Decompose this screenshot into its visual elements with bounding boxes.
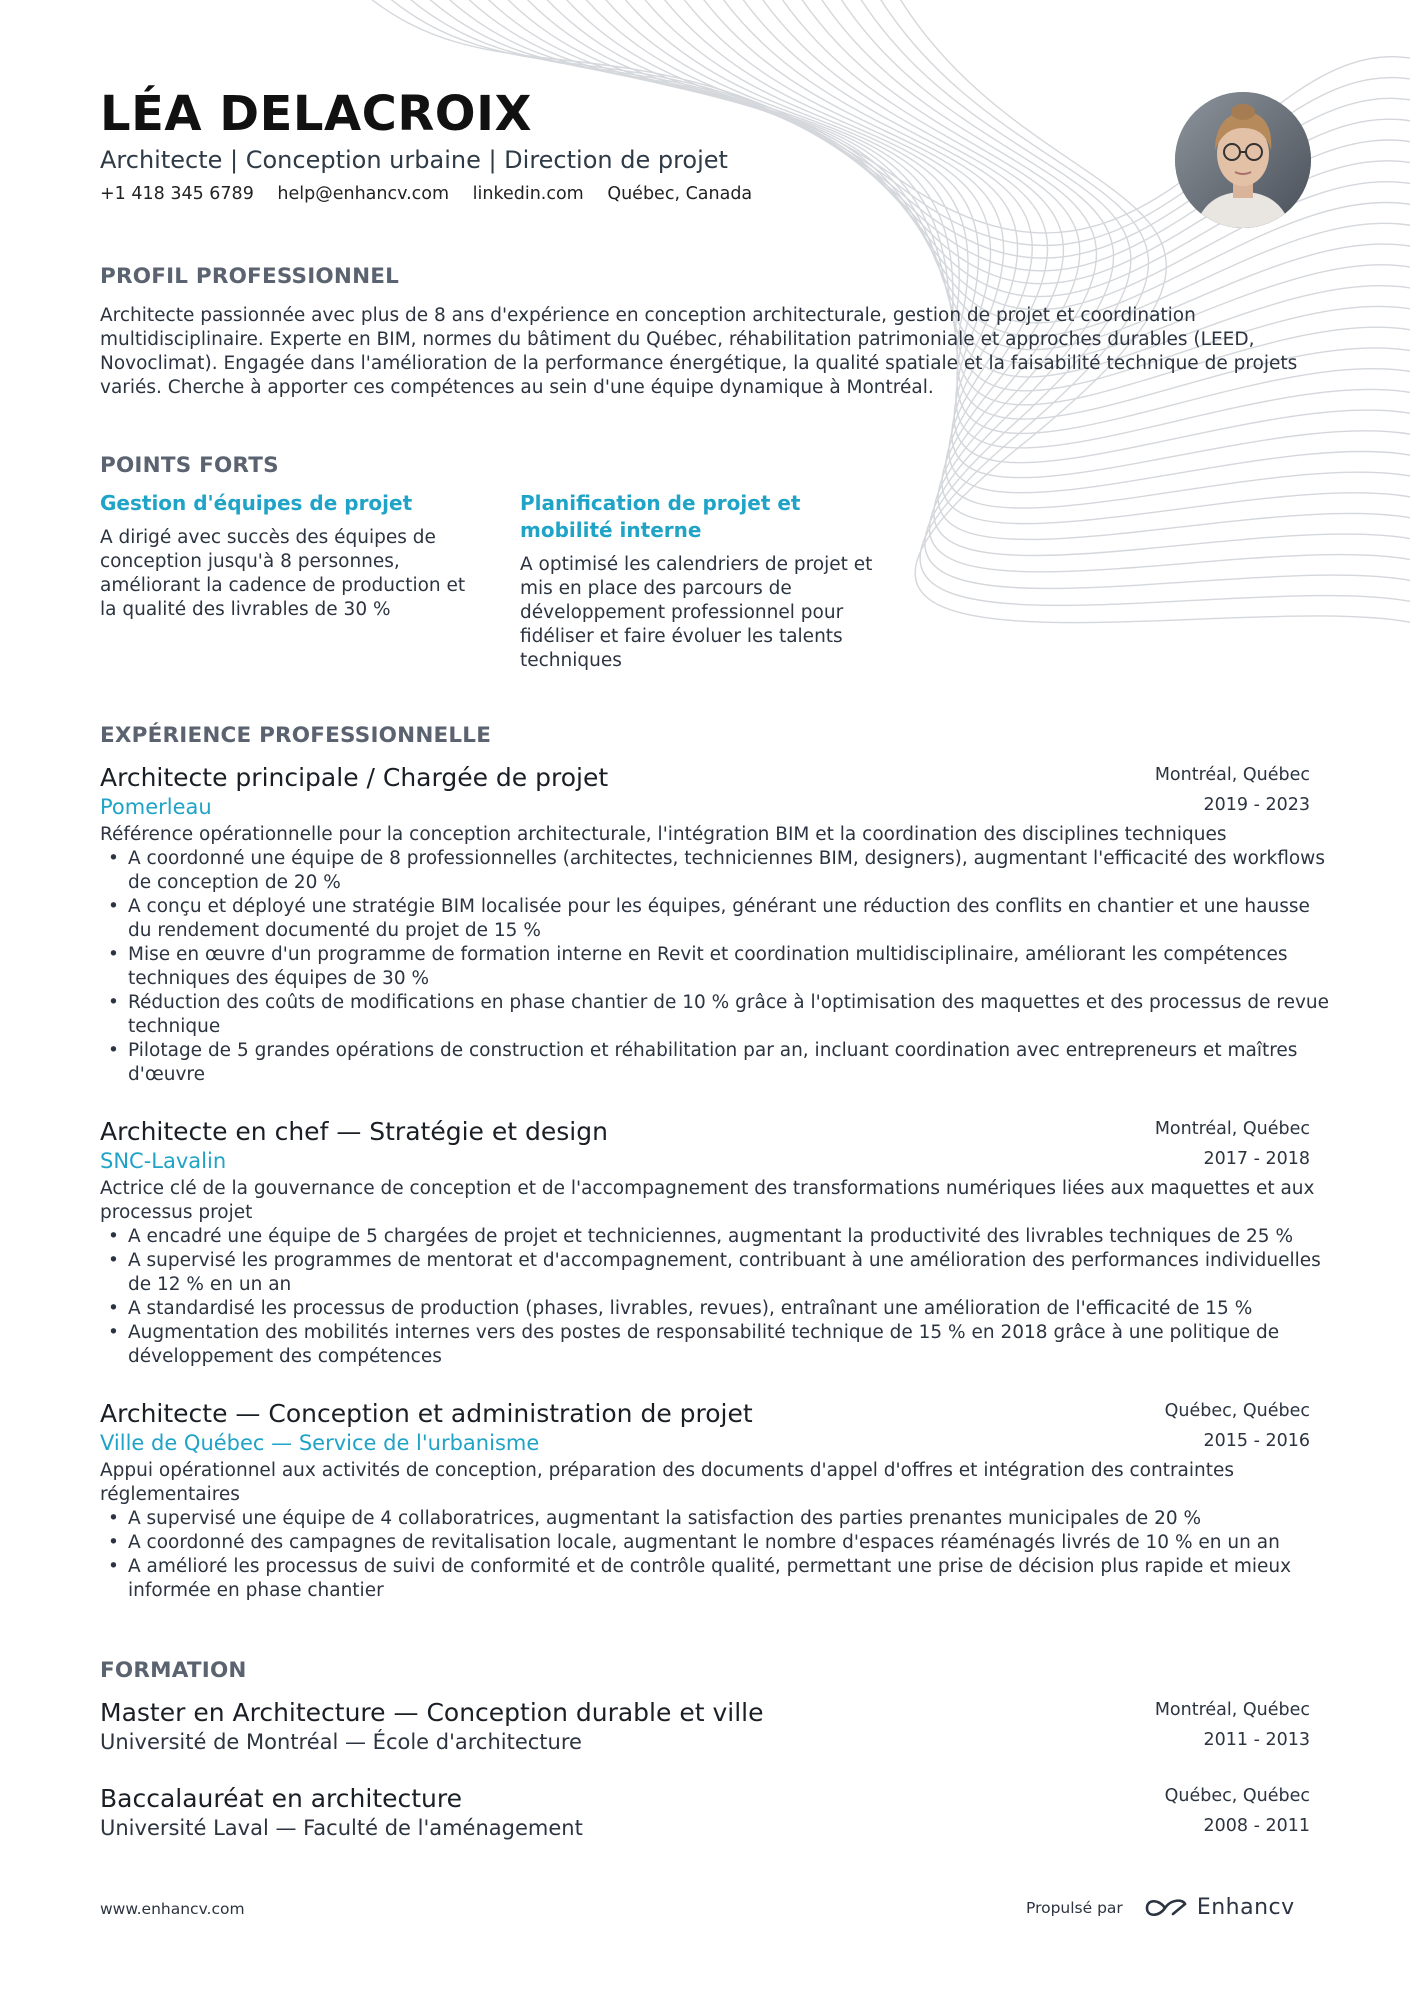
strength-title: Gestion d'équipes de projet — [100, 491, 413, 515]
enhancv-logo-icon — [1143, 1896, 1189, 1920]
phone[interactable]: +1 418 345 6789 — [100, 184, 254, 204]
list-item: • A supervisé les programmes de mentorat et d'accompagnement, contribuant à une amélioration des performances individuelles de 12 % en un an — [100, 1249, 1330, 1297]
list-item: • A coordonné une équipe de 8 professionnelles (architectes, techniciennes BIM, designers), augmentant l'efficacité des workflows de conception de 20 % — [100, 847, 1330, 895]
headline: Architecte | Conception urbaine | Direction de projet — [100, 146, 728, 174]
section-title-experience: EXPÉRIENCE PROFESSIONNELLE — [100, 723, 492, 748]
degree-title: Baccalauréat en architecture — [100, 1784, 463, 1813]
list-item: • A supervisé une équipe de 4 collaboratrices, augmentant la satisfaction des parties prenantes municipales de 20 % — [100, 1507, 1330, 1531]
footer-website[interactable]: www.enhancv.com — [100, 1900, 245, 1918]
school-name: Université de Montréal — École d'architecture — [100, 1730, 582, 1754]
education-location: Québec, Québec — [1164, 1786, 1310, 1806]
location: Québec, Canada — [607, 184, 753, 204]
job-bullets — [100, 1225, 1330, 1369]
list-item: • A coordonné des campagnes de revitalisation locale, augmentant le nombre d'espaces réaménagés livrés de 10 % en un an — [100, 1531, 1330, 1555]
job-title: Architecte — Conception et administration de projet — [100, 1399, 753, 1428]
education-location: Montréal, Québec — [1154, 1700, 1310, 1720]
job-dates: 2015 - 2016 — [1203, 1431, 1310, 1451]
list-item: • A encadré une équipe de 5 chargées de projet et techniciennes, augmentant la productivité des livrables techniques de 25 % — [100, 1225, 1330, 1249]
job-description: Référence opérationnelle pour la conception architecturale, l'intégration BIM et la coordination des disciplines techniques — [100, 824, 1227, 845]
section-title-strengths: POINTS FORTS — [100, 453, 279, 478]
job-location: Montréal, Québec — [1154, 765, 1310, 785]
job-title: Architecte en chef — Stratégie et design — [100, 1117, 608, 1146]
list-item: • A standardisé les processus de production (phases, livrables, revues), entraînant une amélioration de l'efficacité de 15 % — [100, 1297, 1330, 1321]
email[interactable]: help@enhancv.com — [277, 184, 450, 204]
job-company: Ville de Québec — Service de l'urbanisme — [100, 1431, 540, 1455]
job-company: Pomerleau — [100, 795, 212, 819]
contact-line — [100, 184, 770, 204]
job-bullets — [100, 1507, 1330, 1603]
section-title-profile: PROFIL PROFESSIONNEL — [100, 264, 400, 289]
degree-title: Master en Architecture — Conception durable et ville — [100, 1698, 764, 1727]
linkedin-link[interactable]: linkedin.com — [472, 184, 584, 204]
list-item: • Pilotage de 5 grandes opérations de construction et réhabilitation par an, incluant coordination avec entrepreneurs et maîtres d'œuvre — [100, 1039, 1330, 1087]
list-item: • Augmentation des mobilités internes vers des postes de responsabilité technique de 15 % en 2018 grâce à une politique de développement des compétences — [100, 1321, 1330, 1369]
job-bullets — [100, 847, 1330, 1087]
list-item: • A conçu et déployé une stratégie BIM localisée pour les équipes, générant une réduction des conflits en chantier et une hausse du rendement documenté du projet de 15 % — [100, 895, 1330, 943]
candidate-name: LÉA DELACROIX — [100, 86, 532, 142]
profile-summary: Architecte passionnée avec plus de 8 ans d'expérience en conception architecturale, gestion de projet et coordination multidisciplinaire. Experte en BIM, normes du bâtiment du Québec, réhabilitation patrimoniale et approches durables (LEED, Novoclimat). Engagée dans l'amélioration de la performance énergétique, la qualité spatiale et la faisabilité technique de projets variés. Cherche à apporter ces compétences au sein d'une équipe dynamique à Montréal. — [100, 305, 1298, 398]
strength-description: A dirigé avec succès des équipes de conception jusqu'à 8 personnes, améliorant la cadence de production et la qualité des livrables de 30 % — [100, 527, 466, 620]
strength-title: Planification de projet et mobilité interne — [520, 491, 801, 542]
job-description: Appui opérationnel aux activités de conception, préparation des documents d'appel d'offres et intégration des contraintes réglementaires — [100, 1460, 1235, 1505]
job-location: Montréal, Québec — [1154, 1119, 1310, 1139]
job-dates: 2017 - 2018 — [1203, 1149, 1310, 1169]
strength-description: A optimisé les calendriers de projet et mis en place des parcours de développement professionnel pour fidéliser et faire évoluer les talents techniques — [520, 554, 873, 671]
powered-by-label: Propulsé par — [1026, 1898, 1123, 1917]
job-title: Architecte principale / Chargée de projet — [100, 763, 609, 792]
brand-name: Enhancv — [1196, 1895, 1295, 1920]
school-name: Université Laval — Faculté de l'aménagement — [100, 1816, 583, 1840]
footer-branding — [1026, 1895, 1295, 1920]
list-item: • Réduction des coûts de modifications en phase chantier de 10 % grâce à l'optimisation des maquettes et des processus de revue technique — [100, 991, 1330, 1039]
section-title-education: FORMATION — [100, 1658, 247, 1683]
education-dates: 2011 - 2013 — [1203, 1730, 1310, 1750]
job-dates: 2019 - 2023 — [1203, 795, 1310, 815]
profile-photo — [1175, 92, 1311, 228]
job-location: Québec, Québec — [1164, 1401, 1310, 1421]
job-description: Actrice clé de la gouvernance de conception et de l'accompagnement des transformations numériques liées aux maquettes et aux processus projet — [100, 1178, 1315, 1223]
job-company: SNC-Lavalin — [100, 1149, 227, 1173]
list-item: • A amélioré les processus de suivi de conformité et de contrôle qualité, permettant une prise de décision plus rapide et mieux informée en phase chantier — [100, 1555, 1330, 1603]
education-dates: 2008 - 2011 — [1203, 1816, 1310, 1836]
list-item: • Mise en œuvre d'un programme de formation interne en Revit et coordination multidisciplinaire, améliorant les compétences techniques des équipes de 30 % — [100, 943, 1330, 991]
